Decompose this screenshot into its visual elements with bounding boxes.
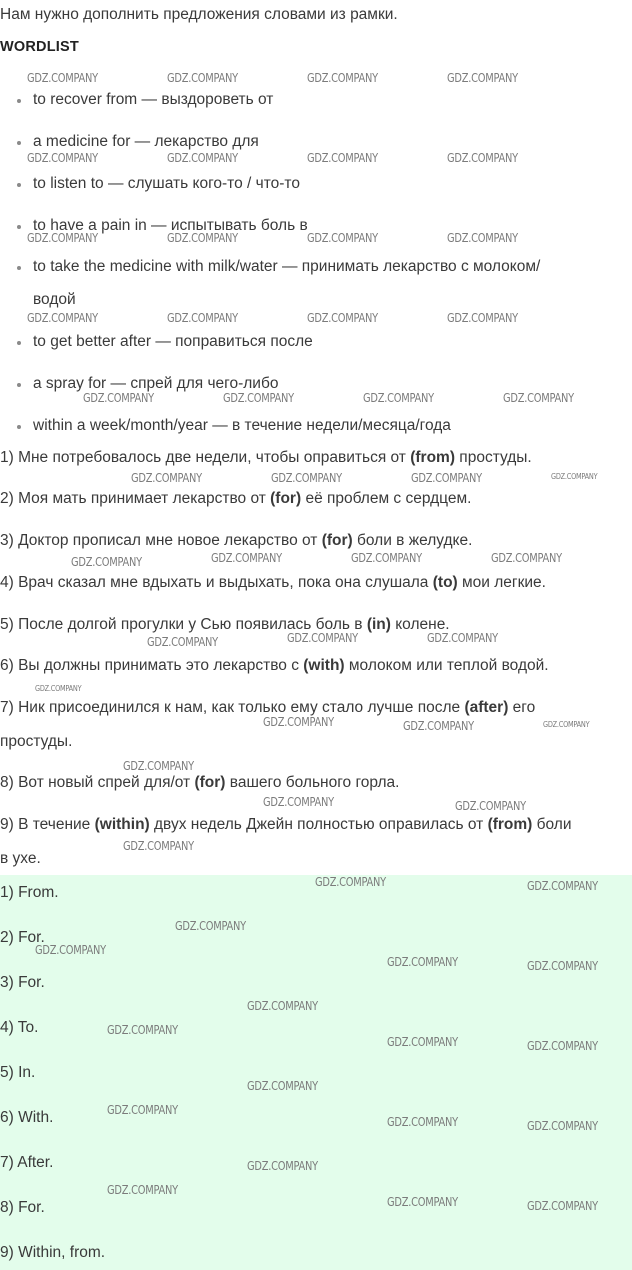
watermark: GDZ.COMPANY [107, 1103, 178, 1117]
wordlist-item: to recover from — выздороветь от [0, 90, 273, 110]
watermark: GDZ.COMPANY [307, 71, 378, 85]
watermark: GDZ.COMPANY [27, 151, 98, 165]
watermark: GDZ.COMPANY [503, 391, 574, 405]
watermark: GDZ.COMPANY [27, 231, 98, 245]
wordlist-item: a spray for — спрей для чего-либо [0, 374, 278, 394]
watermark: GDZ.COMPANY [83, 391, 154, 405]
watermark: GDZ.COMPANY [147, 635, 218, 649]
watermark: GDZ.COMPANY [387, 1195, 458, 1209]
watermark: GDZ.COMPANY [351, 551, 422, 565]
watermark: GDZ.COMPANY [27, 311, 98, 325]
answer-item: 7) After. [0, 1154, 54, 1171]
watermark: GDZ.COMPANY [223, 391, 294, 405]
sentence-4: 4) Врач сказал мне вдыхать и выдыхать, пока она слушала (to) мои легкие. [0, 574, 546, 591]
watermark: GDZ.COMPANY [363, 391, 434, 405]
watermark: GDZ.COMPANY [543, 720, 590, 729]
watermark: GDZ.COMPANY [263, 795, 334, 809]
wordlist-title: WORDLIST [0, 39, 79, 55]
watermark: GDZ.COMPANY [527, 1199, 598, 1213]
watermark: GDZ.COMPANY [387, 1035, 458, 1049]
watermark: GDZ.COMPANY [123, 839, 194, 853]
watermark: GDZ.COMPANY [447, 231, 518, 245]
watermark: GDZ.COMPANY [403, 719, 474, 733]
sentence-3: 3) Доктор прописал мне новое лекарство от (for) боли в желудке. [0, 532, 473, 549]
watermark: GDZ.COMPANY [263, 715, 334, 729]
sentence-2: 2) Моя мать принимает лекарство от (for) её проблем с сердцем. [0, 490, 472, 507]
sentence-8: 8) Вот новый спрей для/от (for) вашего больного горла. [0, 774, 400, 791]
answer-item: 5) In. [0, 1064, 36, 1081]
sentence-5: 5) После долгой прогулки у Сью появилась боль в (in) колене. [0, 616, 450, 633]
answer-item: 8) For. [0, 1199, 45, 1216]
watermark: GDZ.COMPANY [287, 631, 358, 645]
watermark: GDZ.COMPANY [307, 231, 378, 245]
answer-item: 4) To. [0, 1019, 39, 1036]
intro-text: Нам нужно дополнить предложения словами из рамки. [0, 6, 398, 23]
watermark: GDZ.COMPANY [307, 311, 378, 325]
watermark: GDZ.COMPANY [491, 551, 562, 565]
watermark: GDZ.COMPANY [167, 311, 238, 325]
sentence-1: 1) Мне потребовалось две недели, чтобы оправиться от (from) простуды. [0, 449, 532, 466]
wordlist-item: a medicine for — лекарство для [0, 132, 259, 152]
answer-item: 1) From. [0, 884, 59, 901]
watermark: GDZ.COMPANY [527, 1039, 598, 1053]
wordlist-item: to listen to — слушать кого-то / что-то [0, 174, 300, 194]
watermark: GDZ.COMPANY [211, 551, 282, 565]
sentence-9-continuation: в ухе. [0, 850, 41, 867]
watermark: GDZ.COMPANY [551, 472, 598, 481]
answer-item: 2) For. [0, 929, 45, 946]
watermark: GDZ.COMPANY [131, 471, 202, 485]
watermark: GDZ.COMPANY [411, 471, 482, 485]
watermark: GDZ.COMPANY [271, 471, 342, 485]
watermark: GDZ.COMPANY [35, 943, 106, 957]
sentence-6: 6) Вы должны принимать это лекарство с (with) молоком или теплой водой. [0, 657, 549, 674]
watermark: GDZ.COMPANY [71, 555, 142, 569]
watermark: GDZ.COMPANY [527, 1119, 598, 1133]
watermark: GDZ.COMPANY [167, 151, 238, 165]
wordlist-item-continuation: водой [33, 291, 76, 308]
watermark: GDZ.COMPANY [315, 875, 386, 889]
wordlist-item: within a week/month/year — в течение недели/месяца/года [0, 416, 451, 436]
watermark: GDZ.COMPANY [175, 919, 246, 933]
watermark: GDZ.COMPANY [455, 799, 526, 813]
watermark: GDZ.COMPANY [427, 631, 498, 645]
sentence-7-continuation: простуды. [0, 733, 73, 750]
watermark: GDZ.COMPANY [247, 1079, 318, 1093]
watermark: GDZ.COMPANY [247, 999, 318, 1013]
watermark: GDZ.COMPANY [167, 231, 238, 245]
watermark: GDZ.COMPANY [387, 1115, 458, 1129]
answer-item: 6) With. [0, 1109, 54, 1126]
watermark: GDZ.COMPANY [447, 71, 518, 85]
watermark: GDZ.COMPANY [107, 1023, 178, 1037]
watermark: GDZ.COMPANY [527, 879, 598, 893]
watermark: GDZ.COMPANY [247, 1159, 318, 1173]
wordlist-item: to get better after — поправиться после [0, 332, 313, 352]
sentence-9: 9) В течение (within) двух недель Джейн полностью оправилась от (from) боли [0, 816, 572, 833]
wordlist-item: to take the medicine with milk/water — принимать лекарство с молоком/ [0, 257, 540, 277]
watermark: GDZ.COMPANY [387, 955, 458, 969]
watermark: GDZ.COMPANY [123, 759, 194, 773]
watermark: GDZ.COMPANY [167, 71, 238, 85]
answer-item: 9) Within, from. [0, 1244, 106, 1261]
watermark: GDZ.COMPANY [107, 1183, 178, 1197]
watermark: GDZ.COMPANY [447, 151, 518, 165]
watermark: GDZ.COMPANY [527, 959, 598, 973]
watermark: GDZ.COMPANY [447, 311, 518, 325]
sentence-7: 7) Ник присоединился к нам, как только ему стало лучше после (after) его [0, 699, 536, 716]
watermark: GDZ.COMPANY [27, 71, 98, 85]
answer-item: 3) For. [0, 974, 45, 991]
wordlist-item: to have a pain in — испытывать боль в [0, 216, 308, 236]
watermark: GDZ.COMPANY [307, 151, 378, 165]
watermark: GDZ.COMPANY [35, 684, 82, 693]
